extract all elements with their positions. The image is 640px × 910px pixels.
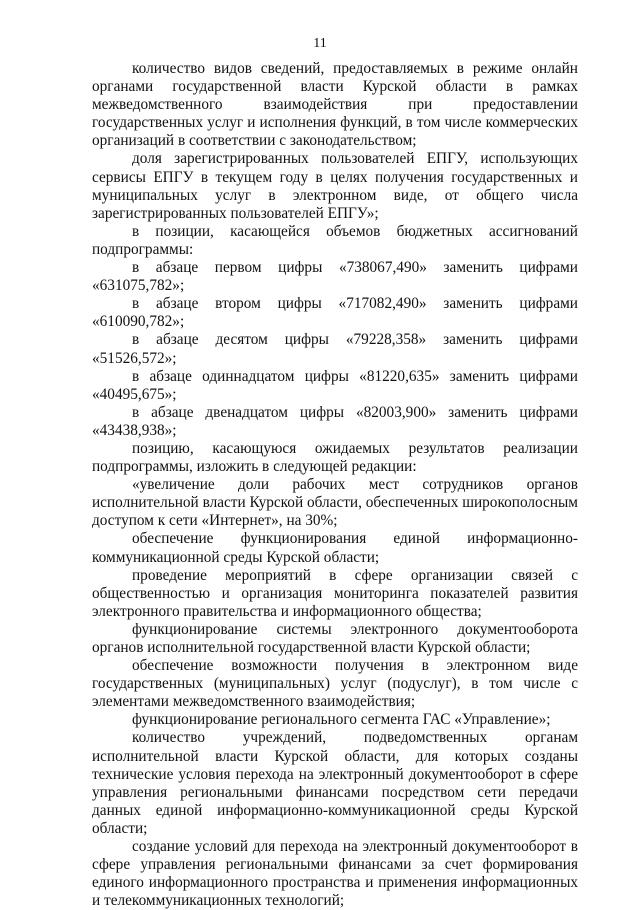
paragraph-services-info-count: количество видов сведений, предоставляемых в режиме онлайн органами государственной власти Курской области в рамках межведомственного взаимодействия при предоставлении государственных услуг и исполнения функций, в том числе коммерческих организаций в соответствии с законодательством; <box>92 60 578 150</box>
paragraph-electronic-document-flow: функционирование системы электронного документооборота органов исполнительной государственной власти Курской области; <box>92 620 578 656</box>
paragraph-epgu-users-share: доля зарегистрированных пользователей ЕПГУ, использующих сервисы ЕПГУ в текущем году в целях получения государственных и муниципальных услуг в электронном виде, от общего числа зарегистрированных пользователей ЕПГУ»; <box>92 150 578 222</box>
paragraph-tenth-item: в абзаце десятом цифры «79228,358» заменить цифрами «51526,572»; <box>92 331 578 367</box>
paragraph-electronic-services: обеспечение возможности получения в электронном виде государственных (муниципальных) услуг (подуслуг), в том числе с элементами межведомственного взаимодействия; <box>92 657 578 711</box>
paragraph-broadband-workplaces: «увеличение доли рабочих мест сотрудников органов исполнительной власти Курской области, обеспеченных широкополосным доступом к сети «Интернет», на 30%; <box>92 476 578 530</box>
paragraph-second-item: в абзаце втором цифры «717082,490» заменить цифрами «610090,782»; <box>92 295 578 331</box>
paragraph-public-relations: проведение мероприятий в сфере организации связей с общественностью и организация мониторинга показателей развития электронного правительства и информационного общества; <box>92 566 578 620</box>
paragraph-regional-finance-transition: создание условий для перехода на электронный документооборот в сфере управления региональными финансами за счет формирования единого информационного пространства и применения информационных и телекоммуникационных технологий; <box>92 838 578 910</box>
page-number: 11 <box>313 36 327 51</box>
paragraph-unified-ict-environment: обеспечение функционирования единой информационно-коммуникационной среды Курской области; <box>92 530 578 566</box>
document-body <box>92 60 578 910</box>
paragraph-expected-results: позицию, касающуюся ожидаемых результатов реализации подпрограммы, изложить в следующей редакции: <box>92 439 578 476</box>
paragraph-eleventh-item: в абзаце одиннадцатом цифры «81220,635» заменить цифрами «40495,675»; <box>92 367 578 403</box>
paragraph-first-item: в абзаце первом цифры «738067,490» заменить цифрами «631075,782»; <box>92 259 578 295</box>
paragraph-subordinate-institutions: количество учреждений, подведомственных органам исполнительной власти Курской области, для которых созданы технические условия перехода на электронный документооборот в сфере управления региональными финансами посредством сети передачи данных единой информационно-коммуникационной среды Курской области; <box>92 729 578 837</box>
paragraph-gas-upravlenie: функционирование регионального сегмента ГАС «Управление»; <box>132 711 551 729</box>
paragraph-budget-position: в позиции, касающейся объемов бюджетных ассигнований подпрограммы: <box>92 222 578 258</box>
paragraph-twelfth-item: в абзаце двенадцатом цифры «82003,900» заменить цифрами «43438,938»; <box>92 403 578 439</box>
